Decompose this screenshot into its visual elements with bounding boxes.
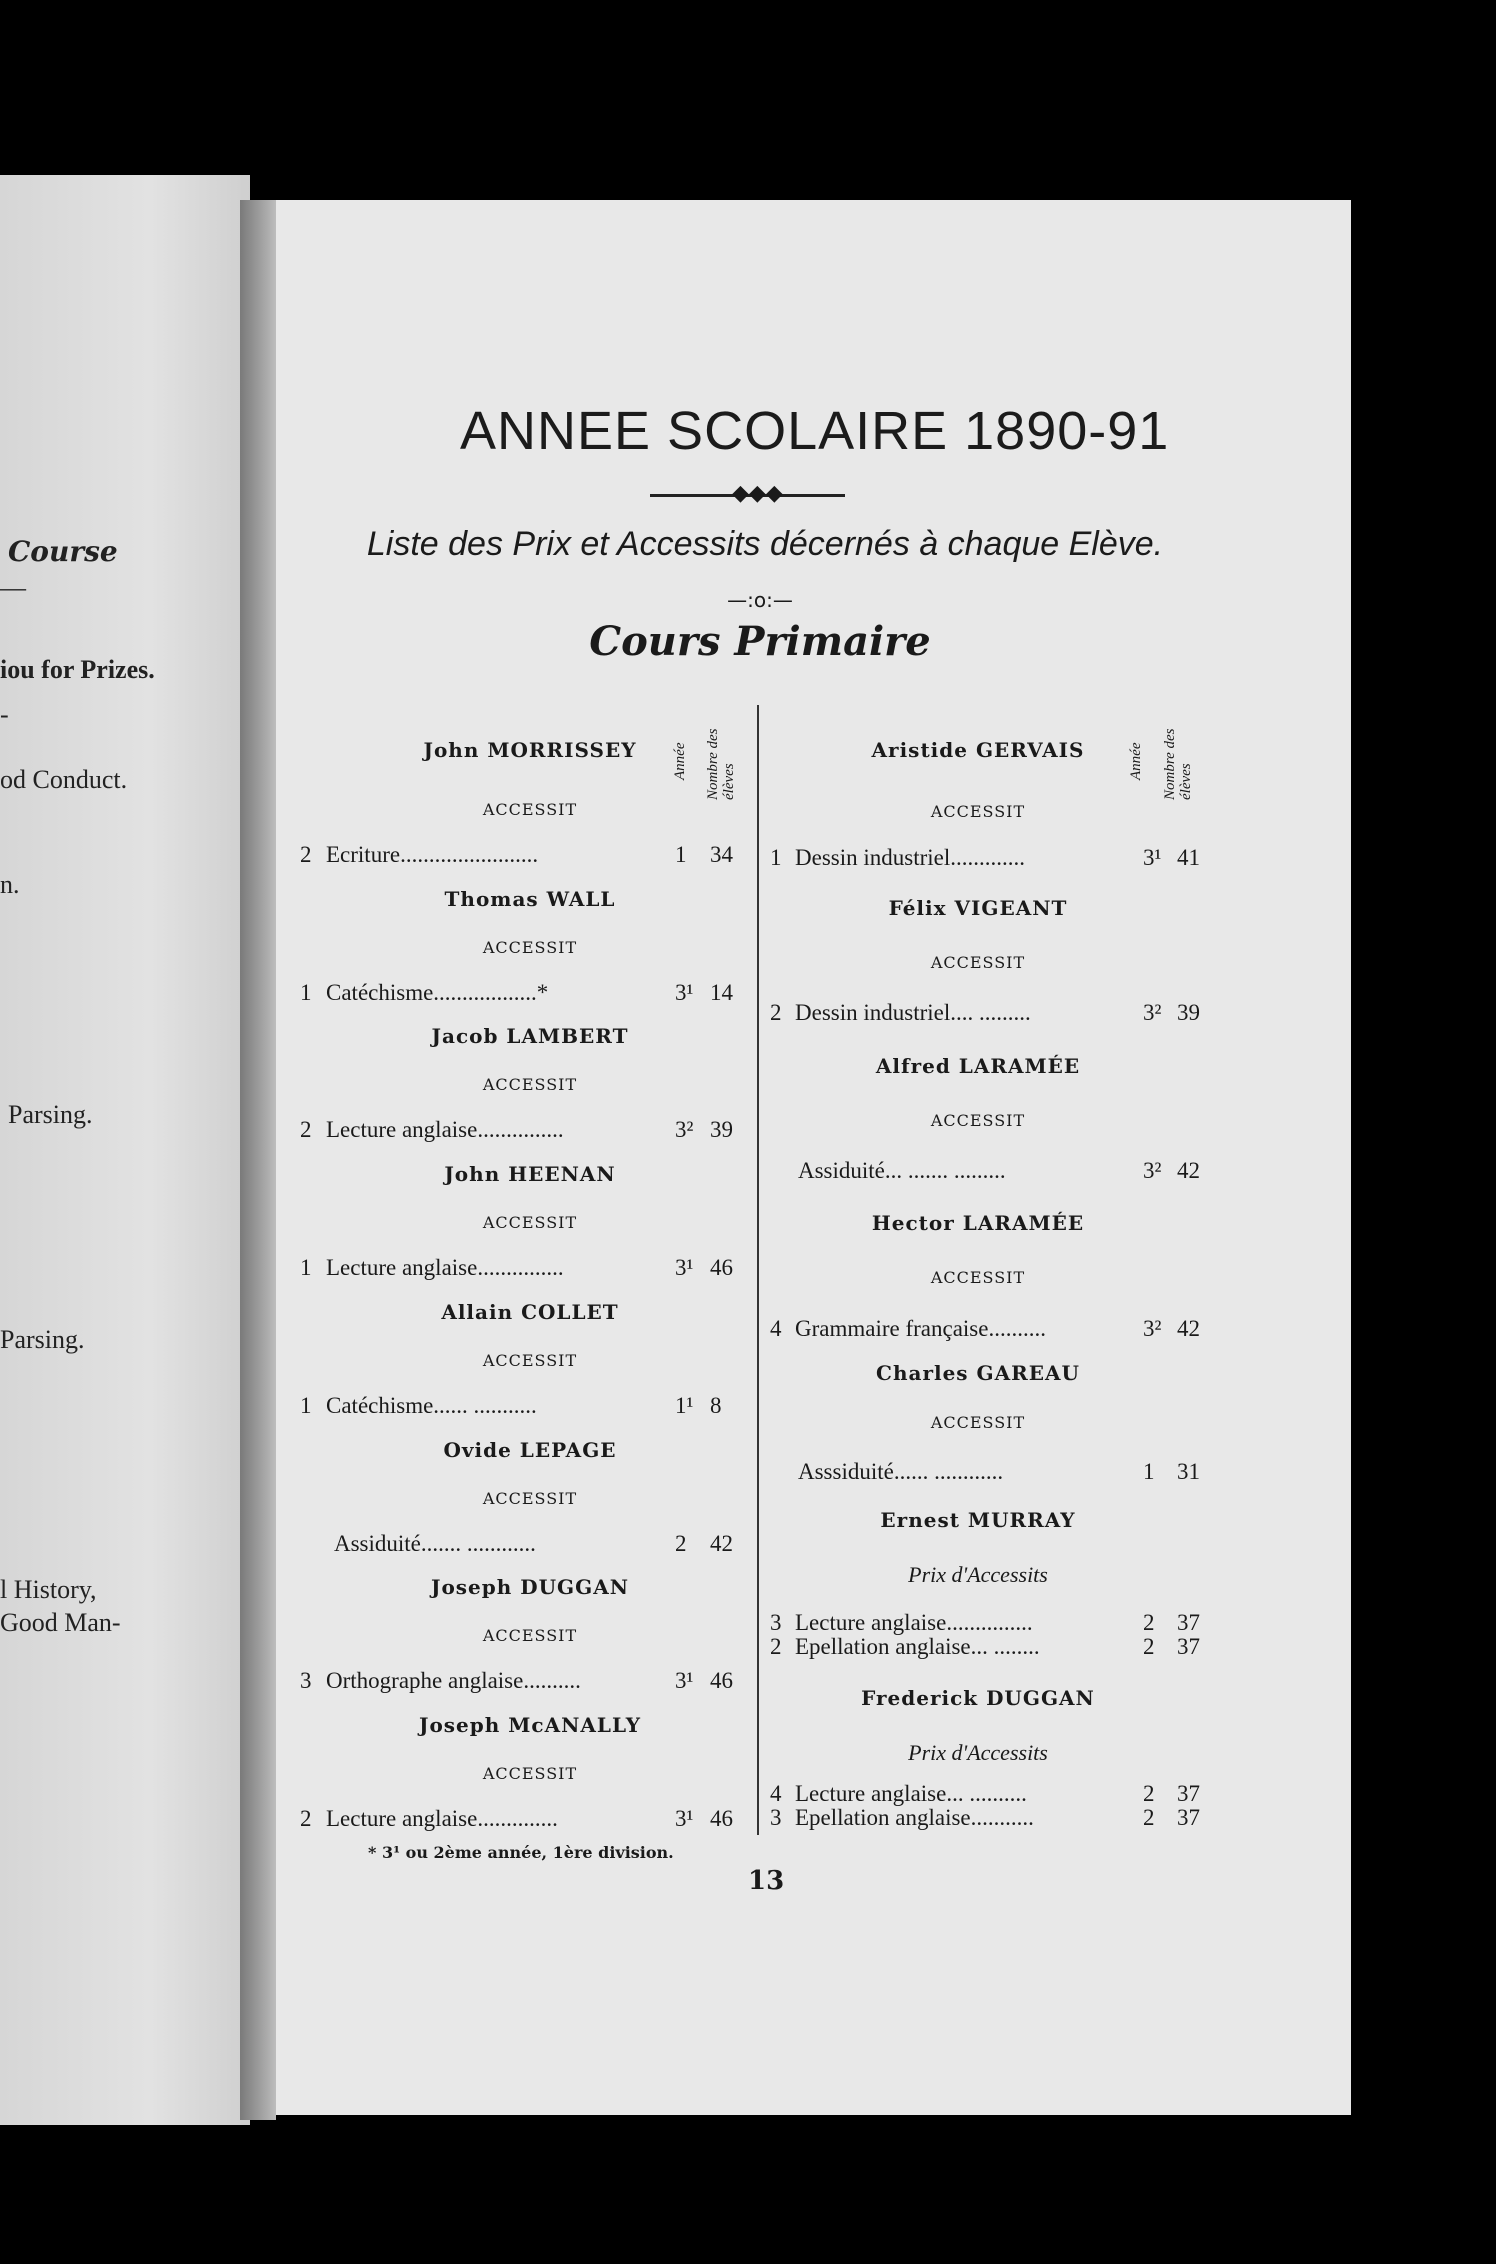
entry-annee: 3¹ [675,980,694,1005]
entry-annee: 3² [1143,1316,1162,1341]
entry-nombre: 39 [1177,1000,1200,1025]
entry-annee: 1¹ [675,1393,694,1418]
left-page-line: Course [8,535,118,568]
entry-leader-dots: ............... [946,1610,1033,1635]
entry-nombre: 37 [1177,1610,1200,1635]
student-name: John HEENAN [444,1162,616,1186]
award-label: ACCESSIT [930,1111,1026,1130]
entry-nombre: 46 [710,1806,733,1831]
entry-subject-row [326,1255,669,1281]
entry-subject: Lecture anglaise [795,1781,947,1806]
entry-subject: Ecriture [326,842,401,867]
entry-rank: 1 [770,845,782,870]
entry-leader-dots: ...... ............ [893,1459,1004,1484]
entry-leader-dots: ............... [477,1255,564,1280]
entry-subject: Epellation anglaise [795,1634,971,1659]
student-name: Joseph DUGGAN [430,1575,630,1599]
entry-leader-dots: ....... ............ [420,1531,536,1556]
student-name: Ernest MURRAY [880,1508,1076,1532]
column-divider [757,705,759,1835]
entry-subject: Orthographe anglaise [326,1668,524,1693]
entry-subject: Grammaire française [795,1316,989,1341]
entry-annee: 2 [1143,1610,1155,1635]
entry-leader-dots: .......... [988,1316,1046,1341]
entry-annee: 2 [1143,1805,1155,1830]
entry-subject-row [795,1000,1137,1026]
entry-leader-dots: ...... ........... [433,1393,537,1418]
entry-rank: 3 [770,1610,782,1635]
entry-rank: 1 [300,980,312,1005]
entry-annee: 1 [675,842,687,867]
left-page-line: - [0,700,9,729]
left-page-line: iou for Prizes. [0,655,155,684]
award-label: ACCESSIT [482,1489,578,1508]
entry-subject-row [795,1781,1137,1807]
award-label: ACCESSIT [482,938,578,957]
entry-subject-row [795,1634,1137,1660]
entry-subject-row [326,1806,669,1832]
entry-nombre: 42 [1177,1316,1200,1341]
entry-nombre: 37 [1177,1634,1200,1659]
entry-subject-row [326,980,669,1006]
column-header-annee: Année [1128,742,1144,780]
entry-rank: 1 [300,1393,312,1418]
entry-nombre: 42 [1177,1158,1200,1183]
entry-leader-dots: ... ....... ......... [884,1158,1006,1183]
entry-subject: Catéchisme [326,980,434,1005]
entry-rank: 2 [300,842,312,867]
entry-annee: 2 [675,1531,687,1556]
entry-rank: 2 [300,1117,312,1142]
student-name: Aristide GERVAIS [871,738,1085,762]
award-label: ACCESSIT [930,1413,1026,1432]
column-header-nombre: Nombre des élèves [705,728,737,800]
entry-subject-row [334,1531,669,1557]
award-label: ACCESSIT [930,953,1026,972]
page-subtitle: Liste des Prix et Accessits décernés à chaque Elève. [366,525,1164,563]
entry-rank: 3 [300,1668,312,1693]
award-label: Prix d'Accessits [908,1740,1048,1765]
entry-nombre: 46 [710,1255,733,1280]
entry-nombre: 37 [1177,1805,1200,1830]
entry-leader-dots: ..................* [433,980,549,1005]
left-page [0,175,250,2125]
entry-annee: 2 [1143,1781,1155,1806]
separator: —:o:— [727,588,793,612]
award-label: ACCESSIT [930,802,1026,821]
entry-nombre: 41 [1177,845,1200,870]
student-name: Charles GAREAU [876,1361,1080,1385]
entry-subject: Lecture anglaise [795,1610,947,1635]
entry-subject: Assiduité [798,1158,885,1183]
entry-nombre: 8 [710,1393,722,1418]
entry-annee: 3¹ [675,1668,694,1693]
entry-rank: 2 [300,1806,312,1831]
page-title: ANNEE SCOLAIRE 1890-91 [460,401,1170,461]
entry-nombre: 42 [710,1531,733,1556]
entry-leader-dots: .......... [523,1668,581,1693]
student-name: Allain COLLET [441,1300,619,1324]
entry-annee: 2 [1143,1634,1155,1659]
entry-subject-row [795,1316,1137,1342]
left-page-line: l History, [0,1575,97,1604]
section-title: Cours Primaire [589,618,931,665]
entry-subject-row [798,1459,1137,1485]
entry-annee: 1 [1143,1459,1155,1484]
award-label: ACCESSIT [482,1075,578,1094]
entry-subject-row [795,1610,1137,1636]
entry-nombre: 34 [710,842,733,867]
entry-rank: 4 [770,1316,782,1341]
entry-subject: Asssiduité [798,1459,894,1484]
ornament-icon: ◆◆◆ [732,481,783,506]
entry-annee: 3¹ [675,1255,694,1280]
student-name: Thomas WALL [444,887,616,911]
entry-rank: 3 [770,1805,782,1830]
award-label: ACCESSIT [482,1764,578,1783]
entry-leader-dots: ........................ [400,842,539,867]
entry-subject-row [326,1117,669,1143]
entry-annee: 3¹ [1143,845,1162,870]
entry-subject-row [798,1158,1137,1184]
entry-leader-dots: .............. [477,1806,558,1831]
entry-subject: Epellation anglaise [795,1805,971,1830]
entry-nombre: 37 [1177,1781,1200,1806]
left-page-line: — [0,573,26,602]
entry-leader-dots: ... ........ [970,1634,1040,1659]
left-page-line: Good Man- [0,1608,121,1637]
entry-annee: 3¹ [675,1806,694,1831]
student-name: Jacob LAMBERT [431,1024,629,1048]
award-label: ACCESSIT [930,1268,1026,1287]
entry-subject-row [326,842,669,868]
entry-subject: Assiduité [334,1531,421,1556]
entry-subject: Lecture anglaise [326,1255,478,1280]
student-name: Ovide LEPAGE [443,1438,617,1462]
entry-nombre: 39 [710,1117,733,1142]
entry-subject-row [326,1393,669,1419]
student-name: Joseph McANALLY [418,1713,642,1737]
entry-subject: Dessin industriel [795,845,951,870]
entry-leader-dots: ........... [970,1805,1034,1830]
left-page-line: od Conduct. [0,765,128,794]
entry-rank: 2 [770,1634,782,1659]
entry-subject-row [795,1805,1137,1831]
left-page-line: n. [0,870,20,899]
entry-nombre: 31 [1177,1459,1200,1484]
entry-leader-dots: ............... [477,1117,564,1142]
student-name: Frederick DUGGAN [861,1686,1095,1710]
student-name: John MORRISSEY [423,738,637,762]
entry-subject: Dessin industriel [795,1000,951,1025]
student-name: Félix VIGEANT [888,896,1068,920]
award-label: Prix d'Accessits [908,1562,1048,1587]
award-label: ACCESSIT [482,1213,578,1232]
entry-annee: 3² [1143,1158,1162,1183]
entry-subject-row [795,845,1137,871]
entry-subject: Catéchisme [326,1393,434,1418]
book-spine [240,200,276,2120]
footnote: * 3¹ ou 2ème année, 1ère division. [368,1843,674,1862]
page-number: 13 [748,1866,785,1896]
entry-leader-dots: ............. [950,845,1025,870]
left-page-line: Parsing. [8,1100,93,1129]
column-header-annee: Année [672,742,688,780]
left-page-line: Parsing. [0,1325,85,1354]
award-label: ACCESSIT [482,1351,578,1370]
entry-nombre: 46 [710,1668,733,1693]
entry-annee: 3² [675,1117,694,1142]
entry-leader-dots: .... ......... [950,1000,1031,1025]
entry-subject: Lecture anglaise [326,1806,478,1831]
entry-subject: Lecture anglaise [326,1117,478,1142]
entry-rank: 2 [770,1000,782,1025]
student-name: Hector LARAMÉE [871,1211,1085,1235]
entry-leader-dots: ... .......... [946,1781,1027,1806]
entry-nombre: 14 [710,980,733,1005]
column-header-nombre: Nombre des élèves [1162,728,1194,800]
award-label: ACCESSIT [482,1626,578,1645]
student-name: Alfred LARAMÉE [875,1054,1081,1078]
entry-rank: 1 [300,1255,312,1280]
award-label: ACCESSIT [482,800,578,819]
entry-annee: 3² [1143,1000,1162,1025]
entry-rank: 4 [770,1781,782,1806]
entry-subject-row [326,1668,669,1694]
